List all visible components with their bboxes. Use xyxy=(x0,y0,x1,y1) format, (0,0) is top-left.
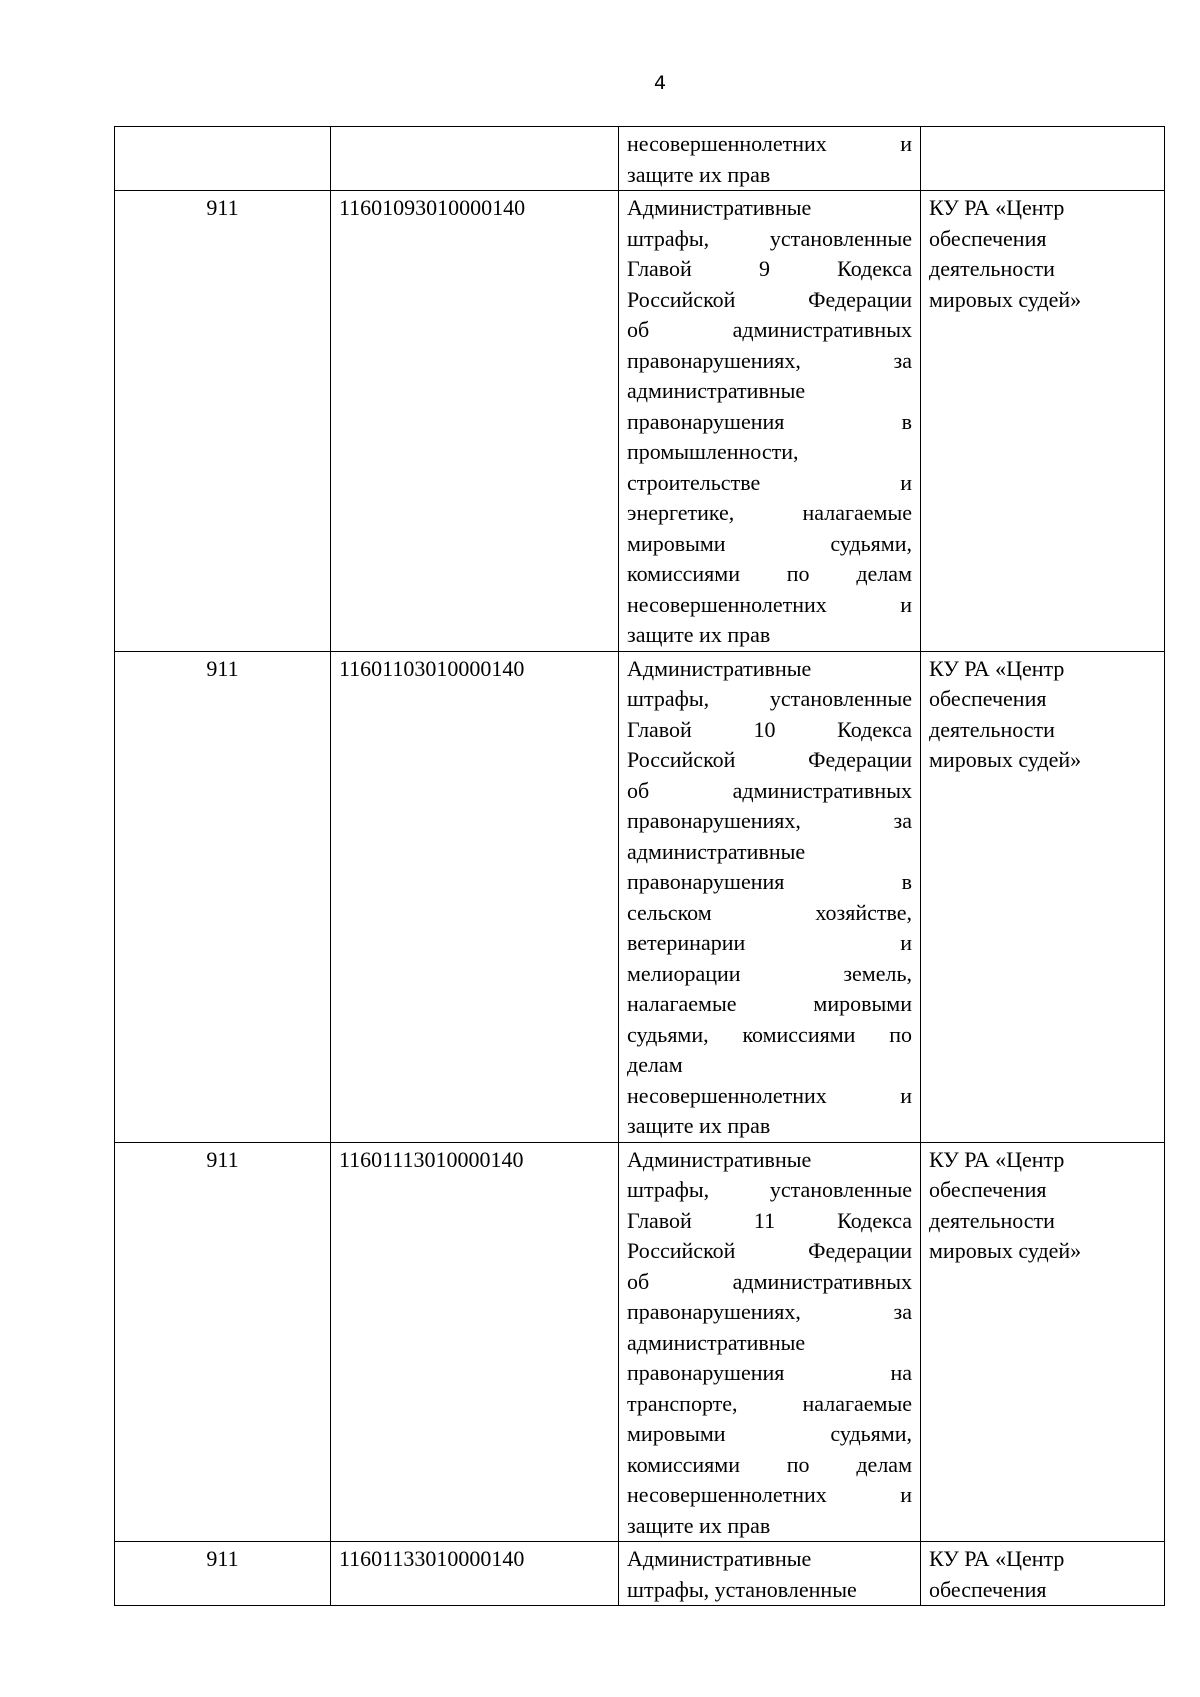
table-row xyxy=(115,127,1165,191)
administrator-line: КУ РА «Центр xyxy=(929,1546,1065,1571)
description-line: защите их прав xyxy=(627,161,771,187)
administrator-line: обеспечения xyxy=(929,1576,1047,1602)
administrator-line: деятельности xyxy=(929,1207,1055,1233)
description-line: защите их прав xyxy=(627,622,771,647)
description-line: несовершеннолетних и xyxy=(627,1082,912,1108)
administrator-line: обеспечения xyxy=(929,225,1047,251)
administrator-line: мировых судей» xyxy=(929,747,1082,772)
description-line: правонарушениях, за xyxy=(627,808,912,833)
page-number: 4 xyxy=(653,72,667,94)
administrator-line: КУ РА «Центр xyxy=(929,195,1065,220)
administrator-line: деятельности xyxy=(929,716,1055,742)
table-row xyxy=(115,191,1165,652)
description-line: штрафы, установленные xyxy=(627,686,912,711)
table-row xyxy=(115,1542,1165,1606)
table-row xyxy=(115,651,1165,1142)
description-line: защите их прав xyxy=(627,1512,771,1538)
administrator-cell xyxy=(921,1542,1165,1606)
revenue-codes-table xyxy=(114,126,1165,1606)
description-line: несовершеннолетних и xyxy=(627,131,912,156)
description-cell xyxy=(619,191,921,652)
administrator-line: обеспечения xyxy=(929,686,1047,711)
description-line: Главой 9 Кодекса xyxy=(627,256,912,281)
description-line: комиссиями по делам xyxy=(627,1451,912,1477)
administrator-line: обеспечения xyxy=(929,1177,1047,1202)
description-line: сельском хозяйстве, xyxy=(627,899,912,925)
description-line: правонарушениях, за xyxy=(627,347,912,373)
administrator-line: КУ РА «Центр xyxy=(929,1146,1065,1172)
admin-code-cell: 911 xyxy=(115,1142,331,1542)
description-line: энергетике, налагаемые xyxy=(627,500,912,525)
kbk-code-cell xyxy=(331,127,619,191)
table-row xyxy=(115,1142,1165,1542)
administrator-line: мировых судей» xyxy=(929,1238,1082,1263)
description-line: об административных xyxy=(627,1268,912,1294)
description-line: административные xyxy=(627,838,806,864)
description-line: комиссиями по делам xyxy=(627,561,912,586)
kbk-code-cell: 11601103010000140 xyxy=(331,651,619,1142)
description-line: административные xyxy=(627,1329,806,1355)
admin-code-cell: 911 xyxy=(115,651,331,1142)
kbk-code-cell: 11601113010000140 xyxy=(331,1142,619,1542)
administrator-cell xyxy=(921,191,1165,652)
description-line: штрафы, установленные xyxy=(627,1177,912,1202)
administrator-line: деятельности xyxy=(929,256,1055,281)
administrator-cell xyxy=(921,1142,1165,1542)
kbk-code-cell: 11601093010000140 xyxy=(331,191,619,652)
description-line: ветеринарии и xyxy=(627,930,912,955)
description-line: правонарушения в xyxy=(627,869,912,894)
description-line: строительстве и xyxy=(627,469,912,495)
kbk-code-cell: 11601133010000140 xyxy=(331,1542,619,1606)
description-line: мировыми судьями, xyxy=(627,530,912,556)
description-line: Главой 10 Кодекса xyxy=(627,716,912,742)
description-line: Административные xyxy=(627,195,812,220)
description-line: транспорте, налагаемые xyxy=(627,1390,912,1416)
description-line: административные xyxy=(627,378,806,403)
administrator-line: мировых судей» xyxy=(929,286,1082,312)
administrator-cell xyxy=(921,651,1165,1142)
administrator-cell xyxy=(921,127,1165,191)
description-line: Административные xyxy=(627,1146,812,1172)
description-line: несовершеннолетних и xyxy=(627,1482,912,1507)
description-cell xyxy=(619,1142,921,1542)
table-body xyxy=(115,127,1165,1606)
description-line: мелиорации земель, xyxy=(627,960,912,986)
description-line: защите их прав xyxy=(627,1113,771,1138)
description-line: штрафы, установленные xyxy=(627,225,912,251)
admin-code-cell: 911 xyxy=(115,191,331,652)
description-line: судьями, комиссиями по xyxy=(627,1021,912,1047)
description-line: несовершеннолетних и xyxy=(627,591,912,617)
description-line: налагаемые мировыми xyxy=(627,991,912,1016)
description-line: правонарушения в xyxy=(627,408,912,434)
description-line: Российской Федерации xyxy=(627,286,912,312)
description-cell xyxy=(619,651,921,1142)
description-cell xyxy=(619,1542,921,1606)
description-line: Административные xyxy=(627,655,812,681)
description-line: Российской Федерации xyxy=(627,1238,912,1263)
description-cell xyxy=(619,127,921,191)
description-line: Российской Федерации xyxy=(627,747,912,772)
description-line: делам xyxy=(627,1052,683,1077)
description-line: правонарушения на xyxy=(627,1360,912,1385)
admin-code-cell xyxy=(115,127,331,191)
admin-code-cell: 911 xyxy=(115,1542,331,1606)
description-line: об административных xyxy=(627,317,912,342)
description-line: мировыми судьями, xyxy=(627,1421,912,1446)
description-line: промышленности, xyxy=(627,439,799,464)
description-line: штрафы, установленные xyxy=(627,1576,857,1602)
description-line: об административных xyxy=(627,777,912,803)
administrator-line: КУ РА «Центр xyxy=(929,655,1065,681)
description-line: Административные xyxy=(627,1546,812,1571)
description-line: правонарушениях, за xyxy=(627,1299,912,1324)
description-line: Главой 11 Кодекса xyxy=(627,1207,912,1233)
